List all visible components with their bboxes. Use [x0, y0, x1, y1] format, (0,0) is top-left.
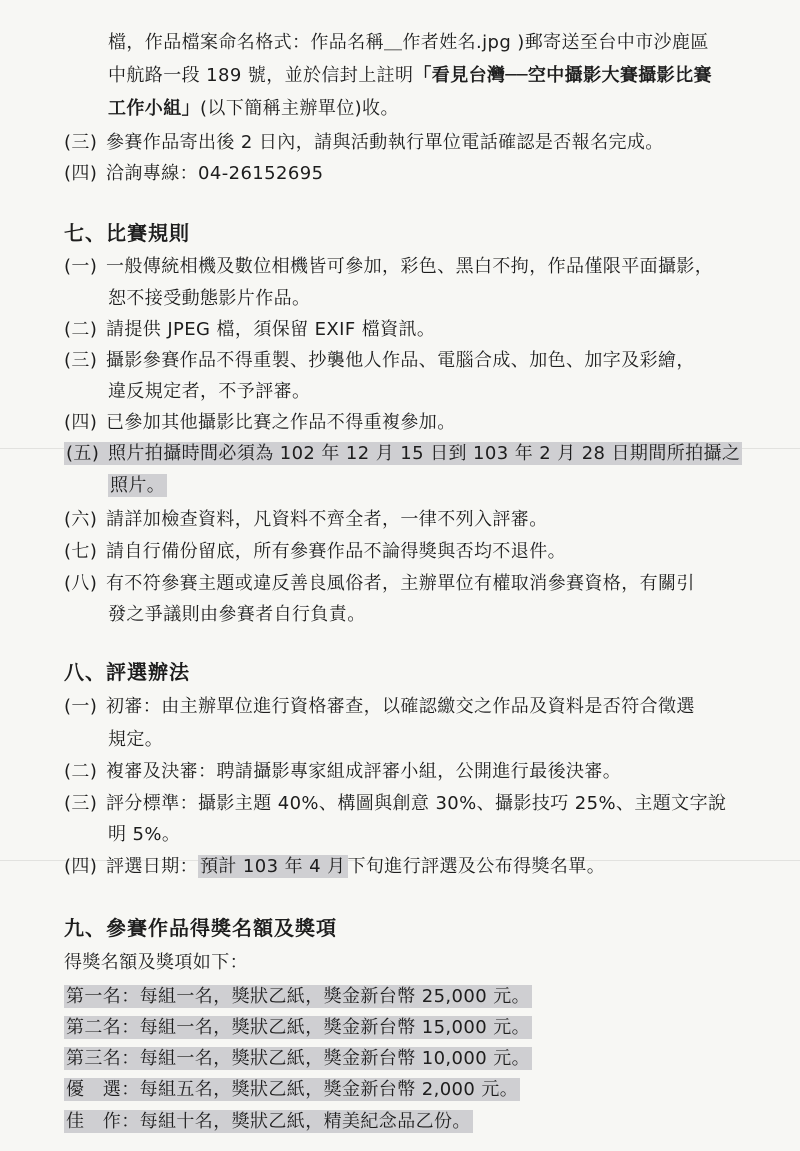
item-number: (八)	[64, 573, 98, 594]
organizer-abbrev-note: (以下簡稱主辦單位)收。	[200, 98, 399, 119]
highlight-block: 照片。	[110, 475, 166, 496]
list-item-highlighted	[64, 441, 742, 467]
item-number: (六)	[64, 509, 98, 530]
item-number: (三)	[64, 132, 98, 153]
item-number: (三)	[64, 350, 98, 371]
prize-row	[64, 1109, 473, 1135]
highlight-block: 佳 作：每組十名，獎狀乙紙，精美紀念品乙份。	[66, 1111, 471, 1132]
list-item	[64, 507, 548, 533]
item-text: 已參加其他攝影比賽之作品不得重複參加。	[106, 412, 456, 433]
item-text-continued: 違反規定者，不予評審。	[108, 381, 311, 402]
item-number: (四)	[64, 856, 98, 877]
item-text: 參賽作品寄出後 2 日內，請與活動執行單位電話確認是否報名完成。	[106, 132, 664, 153]
item-text: 評分標準：攝影主題 40%、構圖與創意 30%、攝影技巧 25%、主題文字說	[106, 793, 727, 814]
list-item	[64, 759, 621, 785]
item-number: (五)	[66, 443, 100, 464]
item-number: (四)	[64, 163, 98, 184]
highlight-block: 預計 103 年 4 月	[200, 856, 346, 877]
item-text: 照片拍攝時間必須為 102 年 12 月 15 日到 103 年 2 月 28 日期間所拍攝之	[108, 443, 741, 464]
prize-row	[64, 1077, 520, 1103]
hotline-text: 洽詢專線：04-26152695	[106, 163, 324, 184]
item-text: 下旬進行評選及公布得獎名單。	[347, 856, 606, 877]
item-text-continued: 發之爭議則由參賽者自行負責。	[108, 604, 366, 625]
list-item	[64, 161, 323, 187]
section-heading-judging: 八、評選辦法	[64, 660, 190, 684]
submission-line-3	[108, 96, 399, 122]
list-item	[64, 854, 605, 880]
submission-line-1: 檔，作品檔案命名格式：作品名稱＿作者姓名.jpg )郵寄送至台中市沙鹿區	[108, 32, 709, 53]
section-heading-rules: 七、比賽規則	[64, 221, 190, 245]
item-text-continued: 恕不接受動態影片作品。	[108, 288, 311, 309]
item-number: (七)	[64, 541, 98, 562]
item-text-continued: 規定。	[108, 729, 164, 750]
item-text: 有不符參賽主題或違反善良風俗者，主辦單位有權取消參賽資格，有關引	[106, 573, 695, 594]
list-item	[64, 791, 726, 817]
organizer-name-part2: 工作小組」	[108, 98, 200, 119]
item-text: 請自行備份留底，所有參賽作品不論得獎與否均不退件。	[106, 541, 566, 562]
item-text: 複審及決審：聘請攝影專家組成評審小組，公開進行最後決審。	[106, 761, 622, 782]
item-number: (一)	[64, 696, 98, 717]
list-item	[64, 571, 695, 597]
list-item	[64, 254, 713, 280]
item-text-continued: 明 5%。	[108, 824, 181, 845]
submission-line-2	[108, 63, 712, 89]
prize-row	[64, 1046, 532, 1072]
list-item	[64, 130, 664, 156]
list-item	[64, 410, 456, 436]
item-text: 攝影參賽作品不得重製、抄襲他人作品、電腦合成、加色、加字及彩繪，	[106, 350, 695, 371]
highlight-block: 第三名：每組一名，獎狀乙紙，獎金新台幣 10,000 元。	[66, 1048, 531, 1069]
highlight-block	[64, 442, 742, 465]
item-text-label: 評選日期：	[106, 856, 198, 877]
item-number: (四)	[64, 412, 98, 433]
list-item	[64, 694, 695, 720]
item-text: 一般傳統相機及數位相機皆可參加，彩色、黑白不拘，作品僅限平面攝影，	[106, 256, 714, 277]
prize-row	[64, 984, 532, 1010]
highlight-block: 第二名：每組一名，獎狀乙紙，獎金新台幣 15,000 元。	[66, 1017, 531, 1038]
item-text: 請提供 JPEG 檔，須保留 EXIF 檔資訊。	[106, 319, 436, 340]
highlight-block: 優 選：每組五名，獎狀乙紙，獎金新台幣 2,000 元。	[66, 1079, 519, 1100]
highlight-block: 第一名：每組一名，獎狀乙紙，獎金新台幣 25,000 元。	[66, 986, 531, 1007]
awards-intro: 得獎名額及獎項如下：	[64, 952, 248, 973]
prize-row	[64, 1015, 532, 1041]
list-item	[64, 348, 695, 374]
submission-address: 中航路一段 189 號，並於信封上註明	[108, 65, 414, 86]
item-number: (一)	[64, 256, 98, 277]
item-text-continued	[108, 473, 167, 499]
item-number: (二)	[64, 319, 98, 340]
item-text: 初審：由主辦單位進行資格審查，以確認繳交之作品及資料是否符合徵選	[106, 696, 695, 717]
list-item	[64, 539, 566, 565]
organizer-name-part1: 「看見台灣──空中攝影大賽攝影比賽	[413, 65, 712, 86]
item-text: 請詳加檢查資料，凡資料不齊全者，一律不列入評審。	[106, 509, 548, 530]
item-number: (三)	[64, 793, 98, 814]
list-item	[64, 317, 435, 343]
section-heading-awards: 九、參賽作品得獎名額及獎項	[64, 916, 337, 940]
item-number: (二)	[64, 761, 98, 782]
